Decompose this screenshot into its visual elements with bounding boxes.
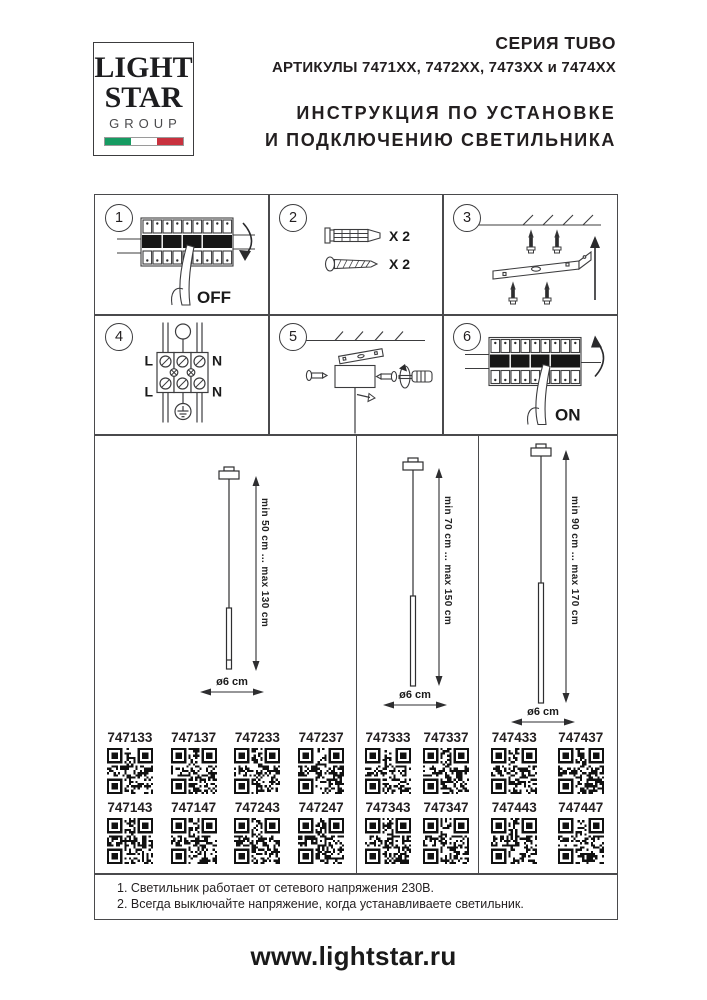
step-2-number: 2	[279, 204, 307, 232]
step-5-cell	[269, 314, 443, 434]
step-1-number: 1	[105, 204, 133, 232]
article-item	[162, 730, 226, 794]
article-item	[162, 800, 226, 864]
article-item	[289, 800, 353, 864]
qr-code	[234, 818, 280, 864]
logo-star: STAR	[104, 81, 183, 114]
article-item	[481, 800, 548, 864]
qr-code	[423, 818, 469, 864]
step-6-cell	[443, 314, 617, 434]
divider	[95, 873, 617, 875]
article-number: 747143	[107, 800, 153, 815]
article-row	[481, 800, 614, 864]
qr-code	[558, 748, 604, 794]
step-3-cell	[443, 195, 617, 314]
article-item	[98, 800, 162, 864]
step-1-cell	[95, 195, 269, 314]
divider	[95, 314, 617, 316]
article-item	[226, 800, 290, 864]
article-number: 747447	[558, 800, 604, 815]
article-number: 747443	[491, 800, 537, 815]
article-row	[98, 730, 353, 794]
qr-code	[298, 748, 344, 794]
note-2: 2. Всегда выключайте напряжение, когда устанавливаете светильник.	[117, 897, 524, 911]
step-3-number: 3	[453, 204, 481, 232]
article-number: 747147	[171, 800, 217, 815]
notes-section	[95, 873, 617, 919]
qr-code	[171, 818, 217, 864]
step-5-number: 5	[279, 323, 307, 351]
qr-code	[107, 818, 153, 864]
screw-qty-label: X 2	[389, 256, 411, 272]
divider	[268, 195, 270, 435]
divider	[478, 434, 480, 873]
article-number: 747237	[298, 730, 344, 745]
article-row	[359, 730, 475, 794]
logo-light: LIGHT	[94, 51, 193, 84]
height-range-label: min 50 cm ... max 130 cm	[259, 498, 270, 628]
lightstar-logo	[93, 42, 194, 156]
terminal-label-l-bottom: L	[144, 383, 153, 400]
diameter-label: ø6 cm	[399, 689, 431, 701]
pendant-section-90-170	[478, 434, 617, 873]
terminal-label-n-bottom: N	[212, 383, 223, 400]
article-item	[548, 800, 615, 864]
article-item	[417, 800, 475, 864]
article-row	[98, 800, 353, 864]
instruction-title-line2: И ПОДКЛЮЧЕНИЮ СВЕТИЛЬНИКА	[265, 130, 616, 150]
article-item	[548, 730, 615, 794]
terminal-label-n-top: N	[212, 352, 223, 369]
note-1: 1. Светильник работает от сетевого напряжения 230В.	[117, 881, 434, 895]
article-item	[359, 730, 417, 794]
pendant-diagram	[478, 434, 617, 729]
qr-code	[491, 818, 537, 864]
article-item	[481, 730, 548, 794]
on-label: ON	[555, 405, 581, 425]
step-4-cell	[95, 314, 269, 434]
instruction-title-line1: ИНСТРУКЦИЯ ПО УСТАНОВКЕ	[296, 103, 616, 123]
height-range-label: min 70 cm ... max 150 cm	[442, 496, 453, 626]
qr-code	[365, 818, 411, 864]
dowel-qty-label: X 2	[389, 228, 411, 244]
article-number: 747433	[491, 730, 537, 745]
article-number: 747133	[107, 730, 153, 745]
italian-flag-icon	[104, 137, 184, 146]
step-2-cell	[269, 195, 443, 314]
pendant-section-50-130	[95, 434, 356, 873]
article-number: 747233	[234, 730, 280, 745]
article-item	[98, 730, 162, 794]
qr-code	[171, 748, 217, 794]
header-titles	[265, 33, 616, 151]
step-4-number: 4	[105, 323, 133, 351]
qr-code	[491, 748, 537, 794]
step-6-number: 6	[453, 323, 481, 351]
website-url: www.lightstar.ru	[250, 941, 457, 971]
qr-code	[365, 748, 411, 794]
article-number: 747343	[365, 800, 411, 815]
instruction-table	[94, 194, 618, 920]
article-row	[481, 730, 614, 794]
diameter-label: ø6 cm	[216, 676, 248, 688]
height-range-label: min 90 cm ... max 170 cm	[569, 496, 580, 626]
series-title: СЕРИЯ TUBO	[495, 33, 616, 53]
qr-code	[298, 818, 344, 864]
divider	[442, 195, 444, 435]
divider	[356, 434, 358, 873]
article-item	[417, 730, 475, 794]
qr-code	[234, 748, 280, 794]
qr-code	[423, 748, 469, 794]
article-item	[226, 730, 290, 794]
article-item	[359, 800, 417, 864]
logo-group: GROUP	[109, 116, 182, 131]
pendant-diagram	[95, 434, 356, 729]
off-label: OFF	[197, 288, 231, 307]
diameter-label: ø6 cm	[527, 706, 559, 718]
article-number: 747437	[558, 730, 604, 745]
article-number: 747243	[234, 800, 280, 815]
article-number: 747247	[298, 800, 344, 815]
pendant-section-70-150	[356, 434, 478, 873]
article-number: 747347	[423, 800, 469, 815]
article-number: 747337	[423, 730, 469, 745]
article-number: 747137	[171, 730, 217, 745]
qr-code	[107, 748, 153, 794]
article-number: 747333	[365, 730, 411, 745]
article-row	[359, 800, 475, 864]
articles-line: АРТИКУЛЫ 7471XX, 7472XX, 7473XX и 7474XX	[272, 59, 616, 76]
article-item	[289, 730, 353, 794]
qr-code	[558, 818, 604, 864]
terminal-label-l-top: L	[144, 352, 153, 369]
pendant-diagram	[356, 434, 478, 729]
